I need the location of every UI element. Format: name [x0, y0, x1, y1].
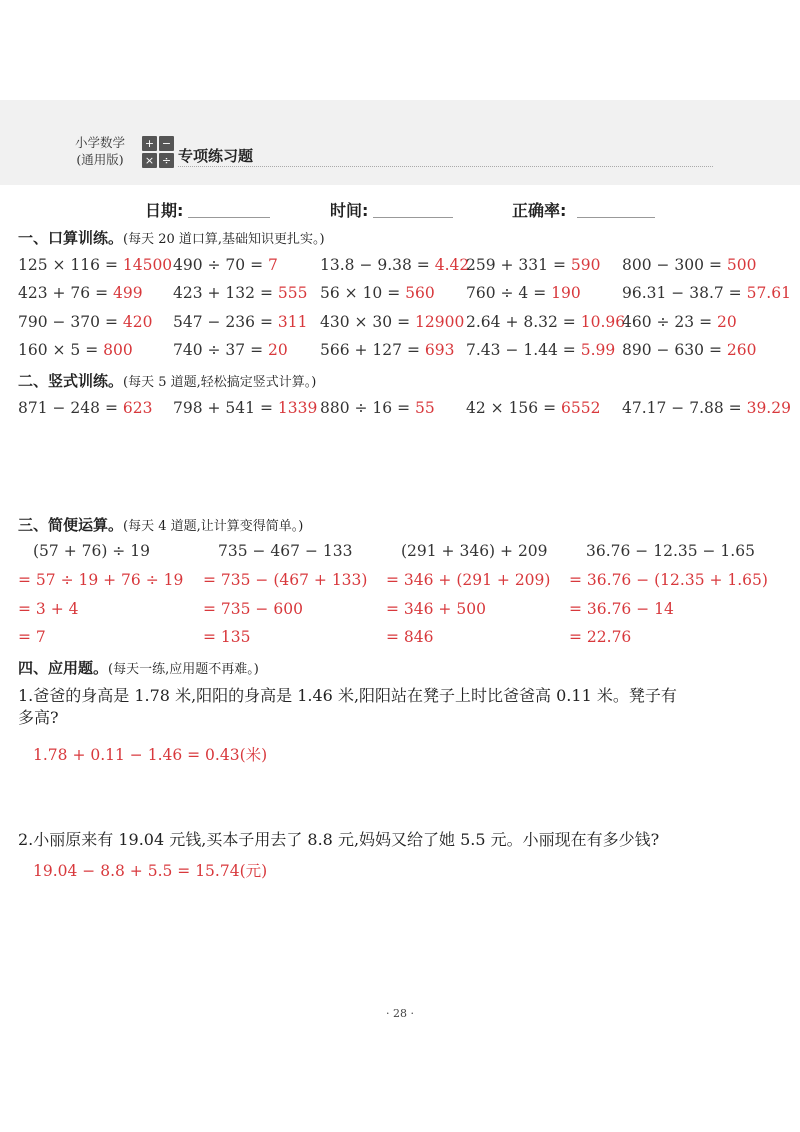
question: 42 × 156 =	[466, 399, 561, 417]
answer: 20	[268, 341, 288, 359]
oral-item	[622, 284, 791, 302]
answer: 10.96	[580, 313, 626, 331]
answer: 57.61	[746, 284, 791, 302]
oral-row	[0, 313, 800, 335]
answer: 590	[570, 256, 601, 274]
simplify-step: = 3 + 4	[18, 600, 79, 618]
oral-item	[18, 341, 133, 359]
problem-text: 多高?	[18, 708, 59, 727]
answer: 311	[277, 313, 308, 331]
brand-line2: (通用版)	[76, 152, 124, 167]
question: 566 + 127 =	[320, 341, 425, 359]
vertical-item	[622, 399, 791, 417]
time-field	[373, 217, 453, 218]
word-problem-1	[18, 685, 677, 729]
vertical-item	[18, 399, 152, 417]
answer: 693	[424, 341, 455, 359]
vertical-calc-row	[0, 399, 800, 421]
oral-item	[18, 256, 172, 274]
divide-icon: ÷	[159, 153, 174, 168]
question: 760 ÷ 4 =	[466, 284, 552, 302]
answer: 39.29	[746, 399, 791, 417]
date-field	[188, 217, 270, 218]
question: 880 ÷ 16 =	[320, 399, 415, 417]
question: 490 ÷ 70 =	[173, 256, 268, 274]
oral-item	[320, 313, 464, 331]
simplify-step: = 7	[18, 628, 46, 646]
oral-item	[173, 256, 278, 274]
question: 460 ÷ 23 =	[622, 313, 717, 331]
question: 160 × 5 =	[18, 341, 104, 359]
question: 56 × 10 =	[320, 284, 406, 302]
section-note: (每天 5 道题,轻松搞定竖式计算。)	[123, 375, 317, 390]
times-icon: ×	[142, 153, 157, 168]
simplify-question: (291 + 346) + 209	[401, 542, 548, 560]
answer: 5.99	[580, 341, 616, 359]
section-title: 二、竖式训练。	[18, 372, 124, 390]
date-label: 日期:	[145, 201, 184, 220]
oral-item	[622, 313, 737, 331]
oral-item	[622, 256, 756, 274]
answer: 499	[113, 284, 143, 302]
problem-text: 1.爸爸的身高是 1.78 米,阳阳的身高是 1.46 米,阳阳站在凳子上时比爸爸高 0.11 米。凳子有	[18, 686, 677, 705]
section-title: 三、简便运算。	[18, 516, 124, 534]
question: 430 × 30 =	[320, 313, 415, 331]
answer: 500	[726, 256, 757, 274]
answer: 14500	[122, 256, 173, 274]
section-4-heading	[18, 657, 259, 678]
question: 2.64 + 8.32 =	[466, 313, 581, 331]
question: 798 + 541 =	[173, 399, 278, 417]
section-note: (每天一练,应用题不再难。)	[108, 662, 259, 677]
answer: 6552	[561, 399, 601, 417]
oral-item	[173, 284, 307, 302]
answer: 7	[268, 256, 278, 274]
question: 800 − 300 =	[622, 256, 727, 274]
oral-item	[18, 284, 143, 302]
section-note: (每天 20 道口算,基础知识更扎实。)	[123, 232, 325, 247]
question: 96.31 − 38.7 =	[622, 284, 747, 302]
oral-row	[0, 256, 800, 278]
brand-line1: 小学数学	[75, 135, 126, 150]
simplify-step: = 57 ÷ 19 + 76 ÷ 19	[18, 571, 184, 589]
page-number: · 28 ·	[386, 1007, 414, 1020]
simplify-question: 735 − 467 − 133	[218, 542, 353, 560]
question: 259 + 331 =	[466, 256, 571, 274]
problem-text: 2.小丽原来有 19.04 元钱,买本子用去了 8.8 元,妈妈又给了她 5.5 元。小丽现在有多少钱?	[18, 830, 660, 849]
oral-item	[466, 313, 625, 331]
section-3-heading	[18, 514, 303, 535]
brand	[75, 134, 125, 168]
question: 423 + 132 =	[173, 284, 278, 302]
question: 740 ÷ 37 =	[173, 341, 268, 359]
answer: 190	[551, 284, 581, 302]
oral-item	[466, 284, 581, 302]
vertical-item	[173, 399, 317, 417]
vertical-item	[320, 399, 435, 417]
simplify-step: = 735 − 600	[203, 600, 303, 618]
question: 547 − 236 =	[173, 313, 278, 331]
accuracy-field	[577, 217, 655, 218]
answer: 560	[405, 284, 435, 302]
question: 423 + 76 =	[18, 284, 113, 302]
question: 871 − 248 =	[18, 399, 123, 417]
section-title: 一、口算训练。	[18, 229, 124, 247]
oral-row	[0, 341, 800, 363]
time-label: 时间:	[330, 201, 369, 220]
oral-item	[622, 341, 756, 359]
simplify-question: 36.76 − 12.35 − 1.65	[586, 542, 755, 560]
answer: 260	[726, 341, 757, 359]
simplify-step: = 22.76	[569, 628, 632, 646]
answer: 420	[122, 313, 153, 331]
math-operators-logo	[142, 136, 175, 170]
simplify-step: = 36.76 − 14	[569, 600, 674, 618]
answer: 4.42	[434, 256, 470, 274]
answer: 20	[717, 313, 737, 331]
oral-item	[466, 341, 615, 359]
oral-item	[320, 341, 454, 359]
oral-item	[320, 284, 435, 302]
problem-answer: 19.04 − 8.8 + 5.5 = 15.74(元)	[33, 862, 268, 880]
oral-item	[320, 256, 469, 274]
answer: 623	[122, 399, 153, 417]
oral-item	[18, 313, 152, 331]
simplify-step: = 346 + (291 + 209)	[386, 571, 551, 589]
simplify-step: = 346 + 500	[386, 600, 486, 618]
question: 790 − 370 =	[18, 313, 123, 331]
plus-icon: +	[142, 136, 157, 151]
problem-answer: 1.78 + 0.11 − 1.46 = 0.43(米)	[33, 746, 268, 764]
oral-row	[0, 284, 800, 306]
oral-item	[466, 256, 600, 274]
section-title: 四、应用题。	[18, 659, 109, 677]
answer: 555	[277, 284, 308, 302]
oral-item	[173, 313, 307, 331]
question: 125 × 116 =	[18, 256, 123, 274]
simplify-question: (57 + 76) ÷ 19	[33, 542, 150, 560]
top-margin	[0, 0, 800, 100]
simplify-step: = 36.76 − (12.35 + 1.65)	[569, 571, 768, 589]
question: 7.43 − 1.44 =	[466, 341, 581, 359]
simplify-step: = 135	[203, 628, 251, 646]
question: 890 − 630 =	[622, 341, 727, 359]
answer: 55	[415, 399, 435, 417]
oral-item	[173, 341, 288, 359]
word-problem-2	[18, 829, 659, 851]
answer: 12900	[415, 313, 465, 331]
series-title: 专项练习题	[178, 147, 254, 165]
vertical-item	[466, 399, 600, 417]
section-2-heading	[18, 370, 316, 391]
accuracy-label: 正确率:	[512, 201, 567, 220]
section-1-heading	[18, 227, 325, 248]
answer: 800	[103, 341, 133, 359]
answer: 1339	[277, 399, 318, 417]
header-divider	[178, 166, 713, 167]
question: 13.8 − 9.38 =	[320, 256, 435, 274]
simplify-step: = 846	[386, 628, 434, 646]
section-note: (每天 4 道题,让计算变得简单。)	[123, 519, 304, 534]
minus-icon: −	[159, 136, 174, 151]
simplify-step: = 735 − (467 + 133)	[203, 571, 368, 589]
question: 47.17 − 7.88 =	[622, 399, 747, 417]
